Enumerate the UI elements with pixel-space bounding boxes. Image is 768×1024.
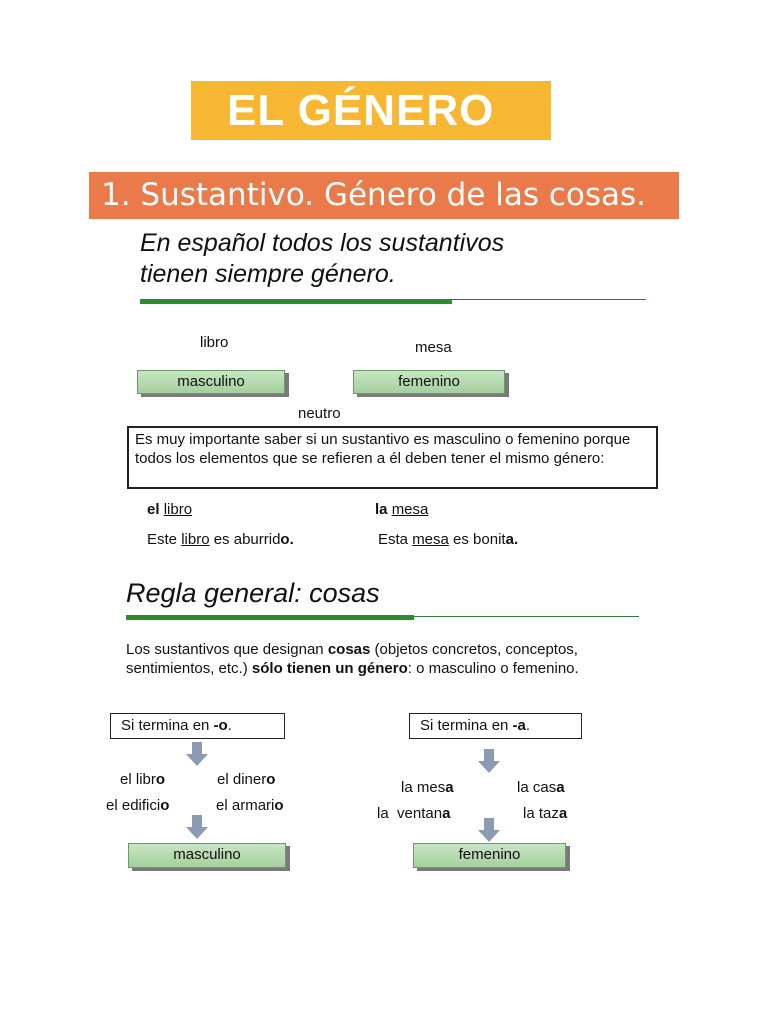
fem-ex3-end: a xyxy=(442,805,451,822)
masc-arrow-down-icon-2 xyxy=(186,815,208,841)
fem-ex2-art: la xyxy=(517,779,529,796)
note-box xyxy=(127,426,658,489)
masc-rule-prefix: Si termina en xyxy=(121,717,214,734)
intro-heading xyxy=(140,228,660,290)
masc-ex3-art: el xyxy=(106,797,118,814)
masc-ex2-stem: diner xyxy=(232,771,267,788)
fem-example-2 xyxy=(517,779,565,796)
intro-line-1: En español todos los sustantivos xyxy=(140,229,505,257)
rule-text-1: Los sustantivos que designan xyxy=(126,641,328,658)
fem-example-4 xyxy=(523,805,567,822)
masc-example-4 xyxy=(216,797,284,814)
word-mesa: mesa xyxy=(415,339,452,356)
masc-ex3-stem: edifici xyxy=(121,797,161,814)
fem-rule-suffix: . xyxy=(525,717,531,734)
example-sentence-fem xyxy=(378,531,518,548)
rule-text-3: : o masculino o femenino. xyxy=(407,660,579,677)
fem-ex3-art: la xyxy=(377,805,389,822)
title-banner xyxy=(191,81,551,140)
note-text: Es muy importante saber si un sustantivo es masculino o femenino porque todos los elementos que se refieren a él deben tener el mismo género: xyxy=(135,431,631,467)
fem-example-1 xyxy=(401,779,454,796)
example-la-mesa xyxy=(375,501,428,518)
fem-ex2-stem: cas xyxy=(532,779,557,796)
fem-rule-prefix: Si termina en xyxy=(420,717,513,734)
masc-rule-ending: -o xyxy=(213,717,228,734)
sentence-libro: libro xyxy=(181,531,210,548)
masc-result-box: masculino xyxy=(128,843,286,868)
masc-rule-box xyxy=(110,713,285,739)
fem-ex4-stem: taz xyxy=(538,805,559,822)
fem-ex4-art: la xyxy=(523,805,535,822)
noun-mesa: mesa xyxy=(391,501,429,518)
rule-text-2: (objetos concretos, conceptos, sentimientos, etc.) xyxy=(126,641,578,677)
example-sentence-masc xyxy=(147,531,294,548)
fem-ex1-end: a xyxy=(445,779,454,796)
noun-libro: libro xyxy=(163,501,193,518)
masc-ex1-art: el xyxy=(120,771,132,788)
rule-bold-genero: sólo tienen un género xyxy=(251,660,408,677)
masc-example-1 xyxy=(120,771,165,788)
fem-result-box: femenino xyxy=(413,843,566,868)
masc-ex2-end: o xyxy=(266,771,276,788)
ending-o: o xyxy=(280,531,290,548)
word-esta: Esta xyxy=(378,531,409,548)
rule-description xyxy=(126,640,646,678)
fem-arrow-down-icon xyxy=(478,749,500,775)
fem-ex4-end: a xyxy=(558,805,568,822)
es-aburrid: es aburrid xyxy=(213,531,281,548)
masc-ex1-stem: libr xyxy=(135,771,156,788)
intro-line-2: tienen siempre género. xyxy=(140,260,396,288)
dot-fem: . xyxy=(513,531,519,548)
masc-ex1-end: o xyxy=(155,771,166,788)
section-banner xyxy=(89,172,679,219)
dot-masc: . xyxy=(289,531,294,548)
masc-example-3 xyxy=(106,797,169,814)
rule-line-accent xyxy=(126,615,414,620)
fem-example-3 xyxy=(377,805,450,822)
masc-ex4-stem: armari xyxy=(231,797,275,814)
section-title: 1. Sustantivo. Género de las cosas. xyxy=(101,177,647,213)
fem-ex1-art: la xyxy=(401,779,413,796)
femenino-box: femenino xyxy=(353,370,505,394)
fem-arrow-down-icon-2 xyxy=(478,818,500,844)
rule-bold-cosas: cosas xyxy=(327,641,371,658)
masc-ex3-end: o xyxy=(160,797,170,814)
es-bonit: es bonit xyxy=(453,531,506,548)
fem-ex1-stem: mes xyxy=(416,779,446,796)
sentence-mesa: mesa xyxy=(412,531,449,548)
word-neutro: neutro xyxy=(298,405,341,422)
masc-ex4-art: el xyxy=(216,797,228,814)
masc-ex2-art: el xyxy=(217,771,229,788)
fem-rule-box xyxy=(409,713,582,739)
fem-ex2-end: a xyxy=(556,779,565,796)
intro-rule-accent xyxy=(140,299,452,304)
article-la: la xyxy=(375,501,388,518)
masc-ex4-end: o xyxy=(274,797,284,814)
masculino-box: masculino xyxy=(137,370,285,394)
page-title: EL GÉNERO xyxy=(227,86,495,135)
rule-heading: Regla general: cosas xyxy=(126,578,380,608)
example-el-libro xyxy=(147,501,192,518)
masc-example-2 xyxy=(217,771,275,788)
masc-rule-suffix: . xyxy=(227,717,232,734)
fem-rule-ending: -a xyxy=(512,717,526,734)
word-libro: libro xyxy=(200,334,229,351)
ending-a: a xyxy=(505,531,514,548)
word-este: Este xyxy=(147,531,178,548)
masc-arrow-down-icon xyxy=(186,742,208,768)
fem-ex3-stem: ventan xyxy=(397,805,443,822)
article-el: el xyxy=(147,501,160,518)
